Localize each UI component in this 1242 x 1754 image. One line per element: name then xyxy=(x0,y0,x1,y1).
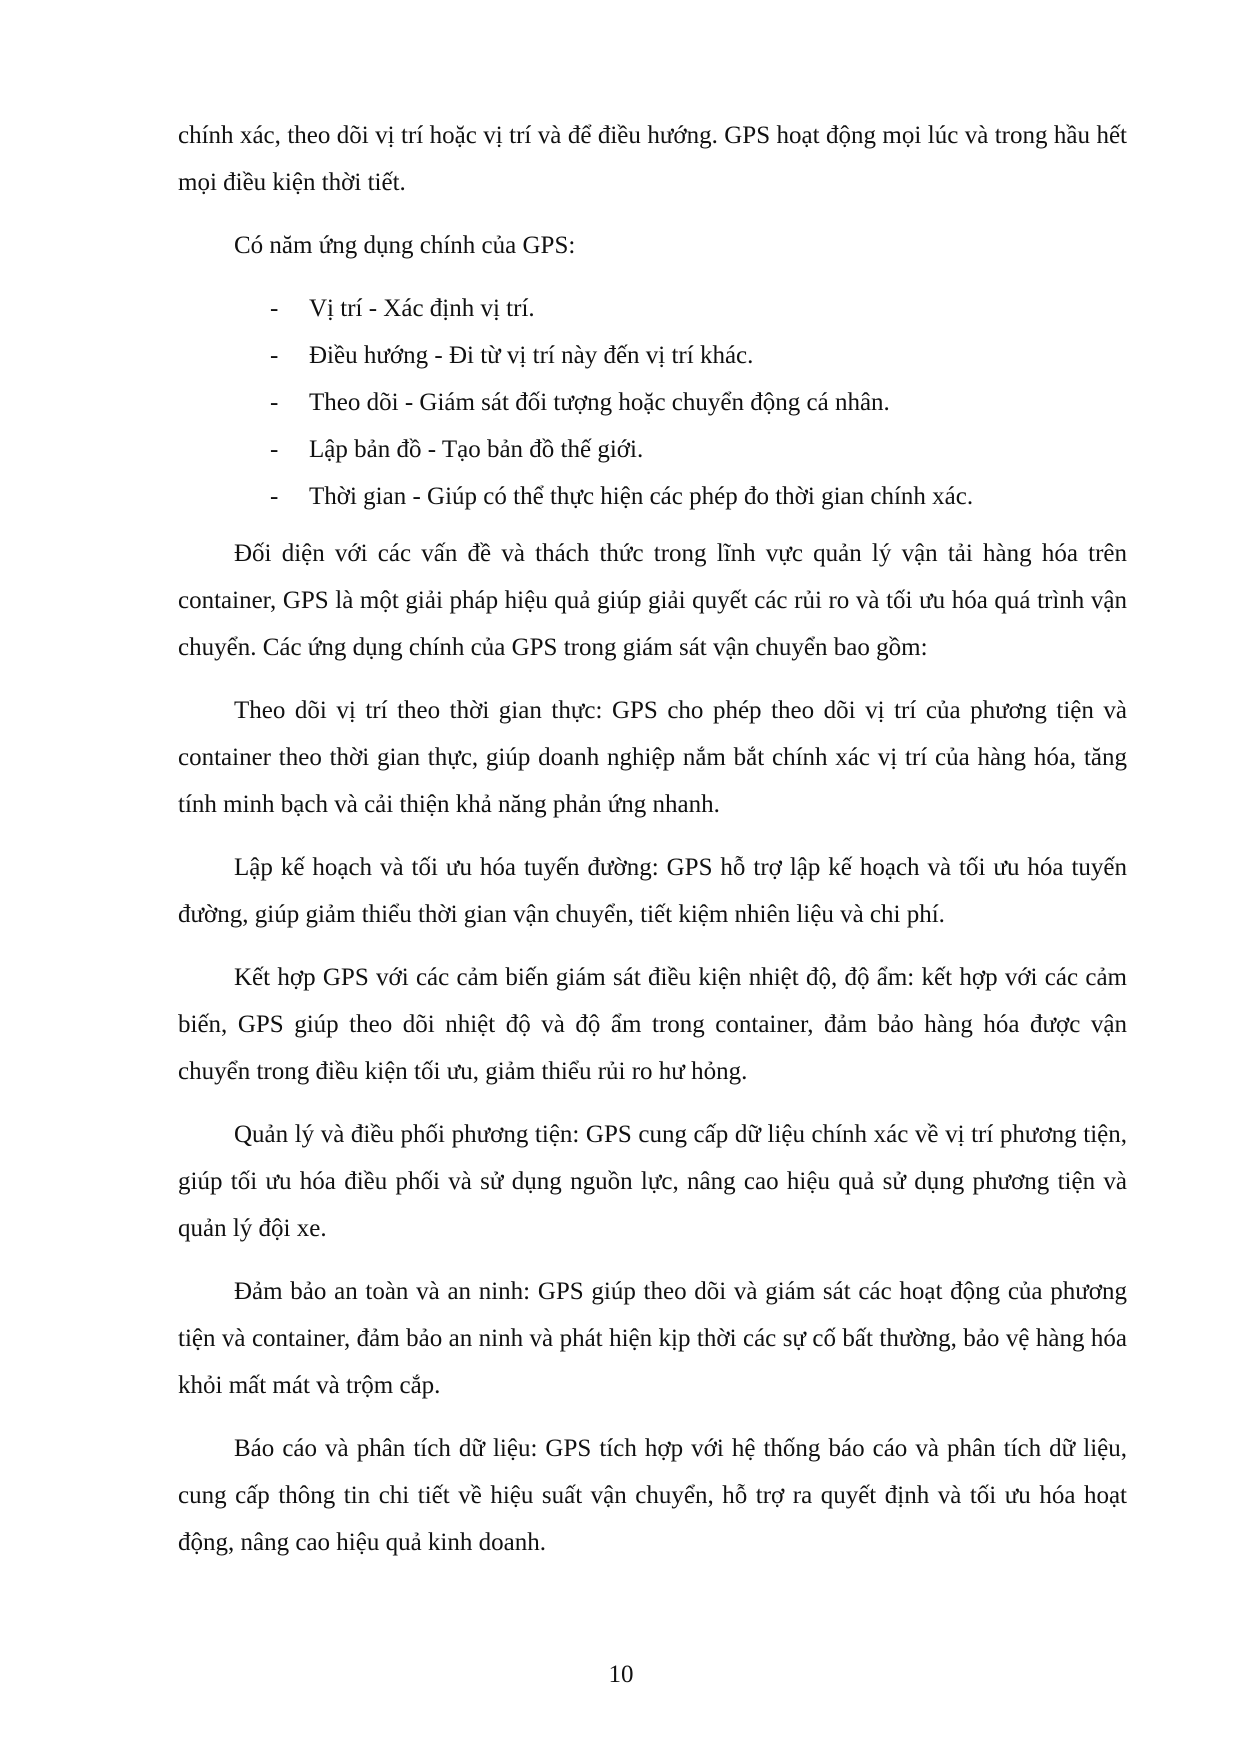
bullet-dash: - xyxy=(270,295,279,322)
paragraph-challenges: Đối diện với các vấn đề và thách thức trong lĩnh vực quản lý vận tải hàng hóa trên container, GPS là một giải pháp hiệu quả giúp giải quyết các rủi ro và tối ưu hóa quá trình vận chuyển. Các ứng dụng chính của GPS trong giám sát vận chuyển bao gồm: xyxy=(178,540,1127,661)
paragraph-list-intro: Có năm ứng dụng chính của GPS: xyxy=(234,232,576,259)
list-item xyxy=(178,426,1127,473)
paragraph-realtime-tracking: Theo dõi vị trí theo thời gian thực: GPS cho phép theo dõi vị trí của phương tiện và container theo thời gian thực, giúp doanh nghiệp nắm bắt chính xác vị trí của hàng hóa, tăng tính minh bạch và cải thiện khả năng phản ứng nhanh. xyxy=(178,697,1127,818)
paragraph-sensors: Kết hợp GPS với các cảm biến giám sát điều kiện nhiệt độ, độ ẩm: kết hợp với các cảm biến, GPS giúp theo dõi nhiệt độ và độ ẩm trong container, đảm bảo hàng hóa được vận chuyển trong điều kiện tối ưu, giảm thiểu rủi ro hư hỏng. xyxy=(178,964,1127,1085)
bullet-dash: - xyxy=(270,342,279,369)
list-item xyxy=(178,332,1127,379)
list-item-text: Vị trí - Xác định vị trí. xyxy=(309,295,535,322)
list-item xyxy=(178,379,1127,426)
list-item-text: Lập bản đồ - Tạo bản đồ thế giới. xyxy=(309,436,644,463)
gps-applications-list xyxy=(178,285,1127,520)
list-item xyxy=(178,285,1127,332)
page-body xyxy=(178,112,1127,1582)
paragraph-reporting: Báo cáo và phân tích dữ liệu: GPS tích hợp với hệ thống báo cáo và phân tích dữ liệu, cung cấp thông tin chi tiết về hiệu suất vận chuyển, hỗ trợ ra quyết định và tối ưu hóa hoạt động, nâng cao hiệu quả kinh doanh. xyxy=(178,1435,1127,1556)
paragraph-safety-security: Đảm bảo an toàn và an ninh: GPS giúp theo dõi và giám sát các hoạt động của phương tiện và container, đảm bảo an ninh và phát hiện kịp thời các sự cố bất thường, bảo vệ hàng hóa khỏi mất mát và trộm cắp. xyxy=(178,1278,1127,1399)
bullet-dash: - xyxy=(270,483,279,510)
list-item-text: Điều hướng - Đi từ vị trí này đến vị trí khác. xyxy=(309,342,754,369)
paragraph-route-planning: Lập kế hoạch và tối ưu hóa tuyến đường: GPS hỗ trợ lập kế hoạch và tối ưu hóa tuyến đường, giúp giảm thiểu thời gian vận chuyển, tiết kiệm nhiên liệu và chi phí. xyxy=(178,854,1127,928)
bullet-dash: - xyxy=(270,436,279,463)
list-item-text: Thời gian - Giúp có thể thực hiện các phép đo thời gian chính xác. xyxy=(309,483,974,510)
page-number: 10 xyxy=(608,1661,634,1688)
paragraph-continuation: chính xác, theo dõi vị trí hoặc vị trí và để điều hướng. GPS hoạt động mọi lúc và trong hầu hết mọi điều kiện thời tiết. xyxy=(178,122,1127,196)
bullet-dash: - xyxy=(270,389,279,416)
paragraph-fleet-management: Quản lý và điều phối phương tiện: GPS cung cấp dữ liệu chính xác về vị trí phương tiện, giúp tối ưu hóa điều phối và sử dụng nguồn lực, nâng cao hiệu quả sử dụng phương tiện và quản lý đội xe. xyxy=(178,1121,1127,1242)
list-item-text: Theo dõi - Giám sát đối tượng hoặc chuyển động cá nhân. xyxy=(309,389,890,416)
list-item xyxy=(178,473,1127,520)
